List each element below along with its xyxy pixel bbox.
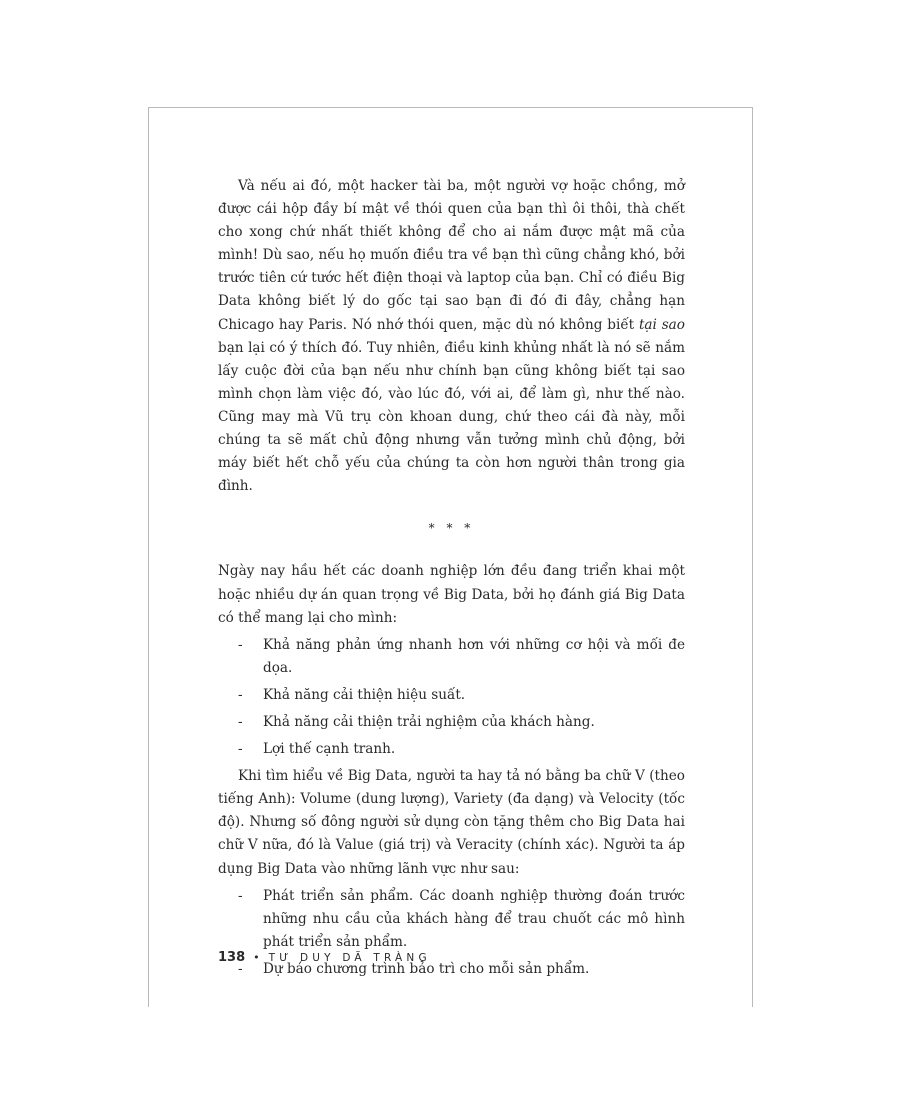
list-item-text: Khả năng cải thiện trải nghiệm của khách hàng. [263,713,595,730]
list-item-text: Lợi thế cạnh tranh. [263,741,396,758]
paragraph-1-text-b: bạn lại có ý thích đó. Tuy nhiên, điều kinh khủng nhất là nó sẽ nắm lấy cuộc đời của bạn nếu như chính bạn cũng không biết tại sao mình chọn làm việc đó, vào lúc đó, với ai, để làm gì, như thế nào. Cũng may mà Vũ trụ còn khoan dung, chứ theo cái đà này, mỗi chúng ta sẽ mất chủ động nhưng vẫn tưởng mình chủ động, bởi máy biết hết chỗ yếu của chúng ta còn hơn người thân trong gia đình. [218,339,685,495]
list-item-text: Dự báo chương trình bảo trì cho mỗi sản phẩm. [263,960,590,977]
list-item [218,684,685,707]
list-dash: - [238,713,243,730]
page-body [218,175,685,985]
book-page [148,107,753,1007]
italic-phrase: tại sao [638,316,685,333]
section-separator: * * * [428,521,475,536]
list-item-text: Phát triển sản phẩm. Các doanh nghiệp thường đoán trước những nhu cầu của khách hàng để trau chuốt các mô hình phát triển sản phẩm. [263,887,685,950]
list-dash: - [238,636,243,653]
page-footer [218,950,431,965]
list-item-text: Khả năng cải thiện hiệu suất. [263,686,466,703]
applications-list [218,885,685,981]
paragraph-3: Khi tìm hiểu về Big Data, người ta hay tả nó bằng ba chữ V (theo tiếng Anh): Volume (dung lượng), Variety (đa dạng) và Velocity (tốc độ). Nhưng số đông người sử dụng còn tặng thêm cho Big Data hai chữ V nữa, đó là Value (giá trị) và Veracity (chính xác). Người ta áp dụng Big Data vào những lãnh vực như sau: [218,768,685,877]
running-title: TƯ DUY DÃ TRÀNG [268,951,431,964]
list-dash: - [238,741,243,758]
list-item [218,711,685,734]
list-item [218,634,685,680]
benefits-list [218,634,685,761]
paragraph-1 [218,175,685,498]
list-item [218,738,685,761]
list-dash: - [238,686,243,703]
page-number: 138 [218,950,246,965]
footer-bullet: • [253,951,260,964]
list-item-text: Khả năng phản ứng nhanh hơn với những cơ hội và mối đe dọa. [263,636,685,676]
paragraph-1-text-a: Và nếu ai đó, một hacker tài ba, một người vợ hoặc chồng, mở được cái hộp đầy bí mật về thói quen của bạn thì ôi thôi, thà chết cho xong chứ nhất thiết không để cho ai nắm được mật mã của mình! Dù sao, nếu họ muốn điều tra về bạn thì cũng chẳng khó, bởi trước tiên cứ tước hết điện thoại và laptop của bạn. Chỉ có điều Big Data không biết lý do gốc tại sao bạn đi đó đi đây, chẳng hạn Chicago hay Paris. Nó nhớ thói quen, mặc dù nó không biết [218,178,685,333]
list-dash: - [238,960,243,977]
paragraph-2: Ngày nay hầu hết các doanh nghiệp lớn đều đang triển khai một hoặc nhiều dự án quan trọng về Big Data, bởi họ đánh giá Big Data có thể mang lại cho mình: [218,563,685,626]
list-dash: - [238,887,243,904]
list-item [218,885,685,954]
